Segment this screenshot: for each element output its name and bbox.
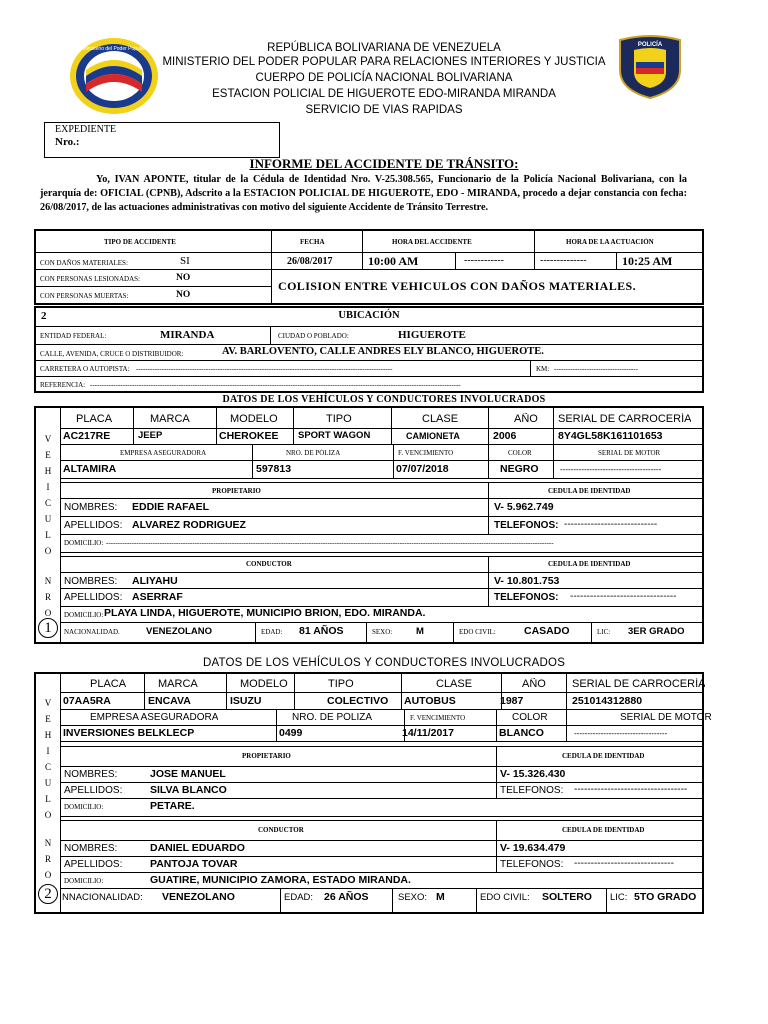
v1-color: NEGRO (500, 463, 539, 475)
col-placa: PLACA (76, 413, 113, 425)
col-modelo: MODELO (230, 413, 278, 425)
v1-cond-domicilio-label: DOMICILIO: (64, 611, 104, 619)
col-marca: MARCA (150, 413, 190, 425)
v1-cond-nombres-label: NOMBRES: (64, 576, 118, 587)
v1-serial-motor: -------------------------------------- (560, 465, 662, 474)
descripcion-value: COLISION ENTRE VEHICULOS CON DAÑOS MATERIALES. (278, 279, 637, 293)
col-anio: AÑO (514, 413, 538, 425)
accident-table (34, 229, 704, 305)
v2-cond-telefonos-label: TELEFONOS: (500, 859, 564, 870)
svg-text:Ministerio del Poder Popular: Ministerio del Poder Popular (82, 46, 146, 52)
v1-nacionalidad: VENEZOLANO (146, 626, 212, 637)
vlabel-char: I (46, 482, 50, 492)
v2-prop-domicilio-label: DOMICILIO: (64, 803, 104, 811)
vlabel-char: V (44, 434, 52, 444)
v1-tipo: SPORT WAGON (298, 430, 371, 441)
v2-edo-civil-label: EDO CIVIL: (480, 892, 530, 903)
header-line-1: REPÚBLICA BOLIVARIANA DE VENEZUELA (267, 42, 501, 54)
v1-prop-domicilio-label: DOMICILIO: (64, 539, 104, 547)
vlabel-char: R (44, 592, 51, 602)
col-tipo: TIPO (326, 413, 352, 425)
v1-lic: 3ER GRADO (628, 626, 685, 637)
th-tipo-accidente: TIPO DE ACCIDENTE (104, 238, 176, 246)
col-serial-motor-2: SERIAL DE MOTOR (620, 712, 712, 723)
v1-nacionalidad-label: NACIONALIDAD. (64, 628, 120, 636)
v1-serial-carroceria: 8Y4GL58K161101653 (558, 430, 663, 442)
v2-cond-nombres: DANIEL EDUARDO (150, 842, 245, 854)
col-anio-2: AÑO (522, 678, 546, 690)
vlabel-char: C (44, 498, 51, 508)
th-hora-actuacion: HORA DE LA ACTUACIÓN (566, 238, 654, 246)
vlabel-char: E (45, 714, 51, 724)
v2-modelo: ISUZU (230, 695, 262, 707)
section-title-2: DATOS DE LOS VEHÍCULOS Y CONDUCTORES INVOLUCRADOS (202, 657, 566, 669)
v1-cond-domicilio: PLAYA LINDA, HIGUEROTE, MUNICIPIO BRION, EDO. MIRANDA. (104, 607, 426, 619)
v1-prop-apellidos-label: APELLIDOS: (64, 520, 123, 531)
vlabel-char: I (46, 746, 50, 756)
v2-poliza: 0499 (279, 727, 303, 739)
v2-lic: 5TO GRADO (634, 891, 697, 903)
v1-vencimiento: 07/07/2018 (396, 463, 449, 475)
vehicle-2-block (34, 672, 712, 914)
vlabel-char: C (44, 762, 51, 772)
v2-cond-apellidos-label: APELLIDOS: (64, 859, 123, 870)
v2-serial-motor: ----------------------------------- (574, 729, 668, 738)
v1-cond-apellidos: ASERRAF (132, 591, 183, 603)
v1-edad: 81 AÑOS (299, 625, 344, 637)
v2-clase: AUTOBUS (404, 695, 456, 707)
v1-prop-telefonos: ---------------------------- (564, 519, 658, 530)
header-line-4: ESTACION POLICIAL DE HIGUEROTE EDO-MIRANDA MIRANDA (212, 88, 556, 100)
ubicacion-table (34, 306, 704, 393)
dash-1: ------------ (464, 255, 504, 266)
v1-cond-cedula: V- 10.801.753 (494, 575, 560, 587)
col-aseguradora-2: EMPRESA ASEGURADORA (90, 712, 219, 723)
v2-cond-cedula-header: CEDULA DE IDENTIDAD (562, 826, 645, 834)
v1-cond-telefonos: -------------------------------- (570, 591, 677, 602)
v1-cond-cedula-header: CEDULA DE IDENTIDAD (548, 560, 631, 568)
v1-modelo: CHEROKEE (219, 430, 279, 442)
v2-cond-telefonos: ------------------------------ (574, 858, 674, 869)
col-color-2: COLOR (512, 712, 548, 723)
header-line-5: SERVICIO DE VIAS RAPIDAS (305, 104, 463, 116)
v2-propietario-header: PROPIETARIO (242, 752, 291, 760)
v1-placa: AC217RE (63, 430, 111, 442)
carretera-label: CARRETERA O AUTOPISTA: (40, 365, 130, 373)
vlabel-char: N (44, 838, 52, 848)
vlabel-char: U (44, 778, 52, 788)
col-serial-carroceria-2: SERIAL DE CARROCERÍA (572, 678, 706, 690)
vlabel-char: O (44, 608, 52, 618)
vlabel-char: V (44, 698, 52, 708)
v2-sexo-label: SEXO: (398, 892, 428, 903)
vlabel-char: H (44, 466, 52, 476)
danos-value: SI (180, 255, 190, 267)
header-line-2: MINISTERIO DEL PODER POPULAR PARA RELACIONES INTERIORES Y JUSTICIA (162, 56, 606, 68)
col-vencimiento-2: F. VENCIMIENTO (410, 714, 466, 722)
muertas-label: CON PERSONAS MUERTAS: (40, 292, 129, 300)
col-modelo-2: MODELO (240, 678, 288, 690)
vehicle-2-number-badge: 2 (38, 884, 58, 904)
vlabel-char: L (45, 794, 51, 804)
v1-poliza: 597813 (256, 463, 292, 475)
expediente-box (44, 122, 280, 158)
v2-cond-domicilio-label: DOMICILIO: (64, 877, 104, 885)
km-value: ------------------------------------ (554, 365, 638, 373)
ciudad-label: CIUDAD O POBLADO: (278, 332, 349, 340)
v2-edad-label: EDAD: (284, 892, 314, 903)
v1-lic-label: LIC: (597, 628, 611, 636)
header-line-3: CUERPO DE POLICÍA NACIONAL BOLIVARIANA (255, 72, 513, 84)
v2-cond-apellidos: PANTOJA TOVAR (150, 858, 238, 870)
hora-accidente-value: 10:00 AM (368, 254, 419, 268)
vlabel-char: O (44, 810, 52, 820)
carretera-value: -------------------------------------------------------------------------------------------------------------- (136, 365, 393, 373)
v2-sexo: M (436, 891, 445, 903)
v2-prop-apellidos: SILVA BLANCO (150, 784, 227, 796)
svg-text:POLICÍA: POLICÍA (637, 42, 663, 48)
report-intro: Yo, IVAN APONTE, titular de la Cédula de Identidad Nro. V-25.308.565, Funcionario de la Policía Nacional Bolivariana, con la jerarquía de: OFICIAL (CPNB), Adscrito a la ESTACION POLICIAL DE HIGUEROTE, EDO - MIRANDA, procedo a dejar constancia con fecha: 26/08/2017, de las actuaciones administrativas con motivo del siguiente Accidente de Tránsito Terrestre. (40, 174, 687, 213)
v2-aseguradora: INVERSIONES BELKLECP (63, 727, 195, 739)
v1-sexo-label: SEXO: (372, 628, 393, 636)
v1-conductor-header: CONDUCTOR (246, 560, 292, 568)
v2-nacionalidad-label: NNACIONALIDAD: (62, 892, 143, 903)
entidad-label: ENTIDAD FEDERAL: (40, 332, 107, 340)
hora-actuacion-value: 10:25 AM (622, 254, 673, 268)
col-clase-2: CLASE (436, 678, 473, 690)
v2-placa: 07AA5RA (63, 695, 111, 707)
vlabel-char: E (45, 450, 51, 460)
v1-edo-civil-label: EDO CIVIL: (459, 628, 496, 636)
km-label: KM: (536, 365, 550, 373)
col-placa-2: PLACA (90, 678, 127, 690)
th-fecha: FECHA (300, 238, 325, 246)
ciudad-value: HIGUEROTE (398, 329, 466, 341)
vlabel-char: U (44, 514, 52, 524)
fecha-value: 26/08/2017 (287, 256, 333, 267)
v2-color: BLANCO (499, 727, 544, 739)
col-vencimiento: F. VENCIMIENTO (398, 449, 454, 457)
v2-cond-cedula: V- 19.634.479 (500, 842, 566, 854)
vlabel-char: O (44, 870, 52, 880)
calle-label: CALLE, AVENIDA, CRUCE O DISTRIBUIDOR: (40, 350, 184, 358)
v2-prop-apellidos-label: APELLIDOS: (64, 785, 123, 796)
v2-prop-domicilio: PETARE. (150, 800, 195, 812)
v1-cond-telefonos-label: TELEFONOS: (494, 592, 559, 603)
v1-clase: CAMIONETA (406, 431, 460, 441)
report-title: INFORME DEL ACCIDENTE DE TRÁNSITO: (249, 156, 519, 171)
vehicle-1-number-badge: 1 (38, 618, 58, 638)
dash-2: -------------- (540, 255, 587, 266)
v1-anio: 2006 (493, 430, 517, 442)
section-title-1: DATOS DE LOS VEHÍCULOS Y CONDUCTORES INVOLUCRADOS (222, 394, 546, 405)
v2-lic-label: LIC: (610, 892, 628, 903)
v2-edo-civil: SOLTERO (542, 891, 592, 903)
v1-prop-nombres: EDDIE RAFAEL (132, 501, 210, 513)
calle-value: AV. BARLOVENTO, CALLE ANDRES ELY BLANCO, HIGUEROTE. (222, 346, 544, 357)
col-aseguradora: EMPRESA ASEGURADORA (120, 449, 207, 457)
v1-propietario-header: PROPIETARIO (212, 487, 261, 495)
v1-cond-nombres: ALIYAHU (132, 575, 178, 587)
col-poliza: NRO. DE PÓLIZA (286, 449, 341, 457)
expediente-nro: Nro.: (55, 136, 80, 148)
lesionadas-value: NO (176, 273, 191, 283)
col-clase: CLASE (422, 413, 459, 425)
v2-serial-carroceria: 251014312880 (572, 695, 643, 707)
v2-nacionalidad: VENEZOLANO (162, 891, 235, 903)
vlabel-char: L (45, 530, 51, 540)
vehicle-1-block (34, 406, 704, 644)
vlabel-char: O (44, 546, 52, 556)
v1-edad-label: EDAD: (261, 628, 283, 636)
v2-conductor-header: CONDUCTOR (258, 826, 304, 834)
danos-label: CON DAÑOS MATERIALES: (40, 259, 128, 267)
v1-prop-cedula-header: CEDULA DE IDENTIDAD (548, 487, 631, 495)
v2-prop-nombres: JOSE MANUEL (150, 768, 226, 780)
col-marca-2: MARCA (158, 678, 198, 690)
v1-edo-civil: CASADO (524, 625, 570, 637)
v2-marca: ENCAVA (148, 695, 191, 707)
referencia-value: --------------------------------------------------------------------------------------------------------------------------------------------------------------- (90, 381, 461, 389)
vlabel-char: N (44, 576, 52, 586)
col-color: COLOR (508, 449, 532, 457)
v2-prop-cedula-header: CEDULA DE IDENTIDAD (562, 752, 645, 760)
ubicacion-title: UBICACIÓN (338, 310, 400, 321)
v2-anio: 1987 (500, 695, 524, 707)
muertas-value: NO (176, 290, 191, 300)
lesionadas-label: CON PERSONAS LESIONADAS: (40, 275, 140, 283)
ubicacion-num: 2 (41, 310, 47, 322)
col-serial-motor: SERIAL DE MOTOR (598, 449, 661, 457)
v2-edad: 26 AÑOS (324, 891, 369, 903)
v2-cond-domicilio: GUATIRE, MUNICIPIO ZAMORA, ESTADO MIRANDA. (150, 874, 411, 886)
v2-prop-telefonos: ---------------------------------- (574, 784, 688, 795)
v1-prop-telefonos-label: TELEFONOS: (494, 520, 559, 531)
v1-prop-domicilio: ------------------------------------------------------------------------------------------------------------------------------------------------------------------------------------------------ (106, 539, 554, 547)
col-serial-carroceria: SERIAL DE CARROCERÍA (558, 413, 692, 425)
referencia-label: REFERENCIA: (40, 381, 86, 389)
col-poliza-2: NRO. DE PÓLIZA (292, 712, 373, 723)
entidad-value: MIRANDA (160, 329, 215, 341)
v1-cond-apellidos-label: APELLIDOS: (64, 592, 123, 603)
v2-tipo: COLECTIVO (327, 695, 389, 707)
v1-aseguradora: ALTAMIRA (63, 463, 117, 475)
v1-marca: JEEP (138, 430, 163, 441)
col-tipo-2: TIPO (328, 678, 354, 690)
v2-prop-cedula: V- 15.326.430 (500, 768, 566, 780)
v2-cond-nombres-label: NOMBRES: (64, 843, 118, 854)
v1-prop-apellidos: ALVAREZ RODRIGUEZ (132, 519, 246, 531)
v1-prop-nombres-label: NOMBRES: (64, 502, 118, 513)
vlabel-char: H (44, 730, 52, 740)
v2-prop-telefonos-label: TELEFONOS: (500, 785, 564, 796)
v2-prop-nombres-label: NOMBRES: (64, 769, 118, 780)
v2-vencimiento: 14/11/2017 (402, 727, 454, 739)
expediente-label: EXPEDIENTE (55, 124, 117, 135)
v1-sexo: M (416, 626, 424, 637)
th-hora-accidente: HORA DEL ACCIDENTE (392, 238, 472, 246)
vlabel-char: R (44, 854, 51, 864)
v1-prop-cedula: V- 5.962.749 (494, 501, 554, 513)
